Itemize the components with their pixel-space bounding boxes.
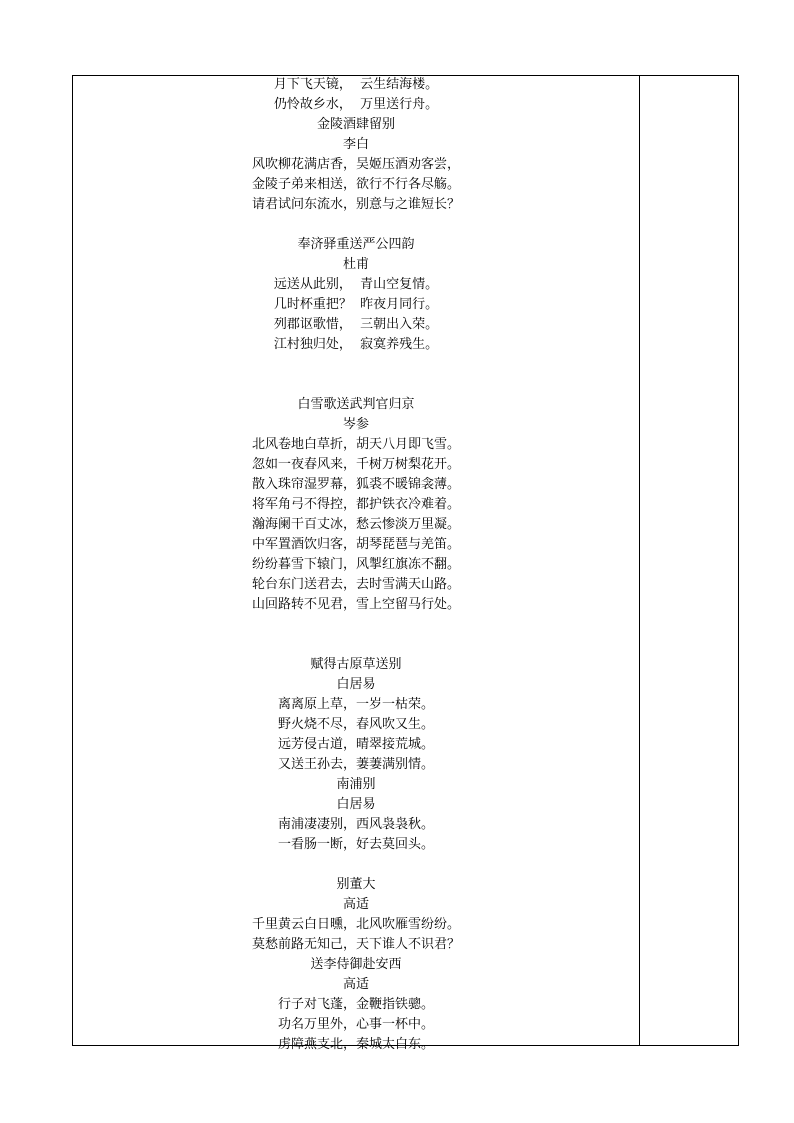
- poem-author: 岑参: [342, 417, 369, 432]
- poem-line: 远送从此别， 青山空复情。: [273, 277, 439, 292]
- poem-line: 离离原上草，一岁一枯荣。: [277, 697, 434, 712]
- poem-line: 功名万里外，心事一杯中。: [277, 1017, 434, 1032]
- poem-author: 白居易: [336, 677, 376, 692]
- poem-title: 别董大: [336, 877, 376, 892]
- blank-line: [73, 855, 639, 875]
- poem-line: 金陵子弟来相送，欲行不行各尽觞。: [251, 177, 460, 192]
- blank-line: [73, 635, 639, 655]
- poem-content-cell: [73, 75, 639, 1055]
- poem-title: 赋得古原草送别: [310, 657, 402, 672]
- poem-author: 高适: [342, 977, 369, 992]
- poem-line: 莫愁前路无知己，天下谁人不识君？: [251, 937, 460, 952]
- poem-line: 纷纷暮雪下辕门，风掣红旗冻不翻。: [251, 557, 460, 572]
- poem-line: 忽如一夜春风来，千树万树梨花开。: [251, 457, 460, 472]
- poem-line: 远芳侵古道，晴翠接荒城。: [277, 737, 434, 752]
- poem-line: 南浦凄凄别，西风袅袅秋。: [277, 817, 434, 832]
- poem-title: 送李侍御赴安西: [310, 957, 402, 972]
- poem-line: 中军置酒饮归客，胡琴琵琶与羌笛。: [251, 537, 460, 552]
- poem-line: 瀚海阑干百丈冰，愁云惨淡万里凝。: [251, 517, 460, 532]
- poem-line: 一看肠一断，好去莫回头。: [277, 837, 434, 852]
- poem-line: 将军角弓不得控，都护铁衣冷难着。: [251, 497, 460, 512]
- poem-line: 列郡讴歌惜， 三朝出入荣。: [273, 317, 439, 332]
- blank-line: [73, 375, 639, 395]
- poem-line: 轮台东门送君去，去时雪满天山路。: [251, 577, 460, 592]
- poem-line: 请君试问东流水，别意与之谁短长？: [251, 197, 460, 212]
- poem-line: 月下飞天镜， 云生结海楼。: [273, 77, 439, 92]
- column-divider: [639, 75, 640, 1046]
- poem-line: 行子对飞蓬，金鞭指铁骢。: [277, 997, 434, 1012]
- poem-line: 千里黄云白日曛，北风吹雁雪纷纷。: [251, 917, 460, 932]
- poem-line: 江村独归处， 寂寞养残生。: [273, 337, 439, 352]
- poem-line: 山回路转不见君，雪上空留马行处。: [251, 597, 460, 612]
- poem-title: 奉济驿重送严公四韵: [297, 237, 415, 252]
- poem-line: 又送王孙去，萋萋满别情。: [277, 757, 434, 772]
- poem-author: 李白: [342, 137, 369, 152]
- poem-author: 高适: [342, 897, 369, 912]
- poem-line: 北风卷地白草折，胡天八月即飞雪。: [251, 437, 460, 452]
- poem-line: 几时杯重把？ 昨夜月同行。: [273, 297, 439, 312]
- poem-author: 杜甫: [342, 257, 369, 272]
- blank-line: [73, 215, 639, 235]
- poem-title: 白雪歌送武判官归京: [297, 397, 415, 412]
- blank-line: [73, 615, 639, 635]
- poem-line: 风吹柳花满店香，吴姬压酒劝客尝，: [251, 157, 460, 172]
- poem-line: 散入珠帘湿罗幕，狐裘不暖锦衾薄。: [251, 477, 460, 492]
- poem-author: 白居易: [336, 797, 376, 812]
- poem-line: 野火烧不尽，春风吹又生。: [277, 717, 434, 732]
- poem-title: 南浦别: [336, 777, 376, 792]
- poem-line: 仍怜故乡水， 万里送行舟。: [273, 97, 439, 112]
- blank-line: [73, 355, 639, 375]
- poem-title: 金陵酒肆留别: [316, 117, 395, 132]
- poem-line: 虏障燕支北，秦城太白东。: [277, 1037, 434, 1052]
